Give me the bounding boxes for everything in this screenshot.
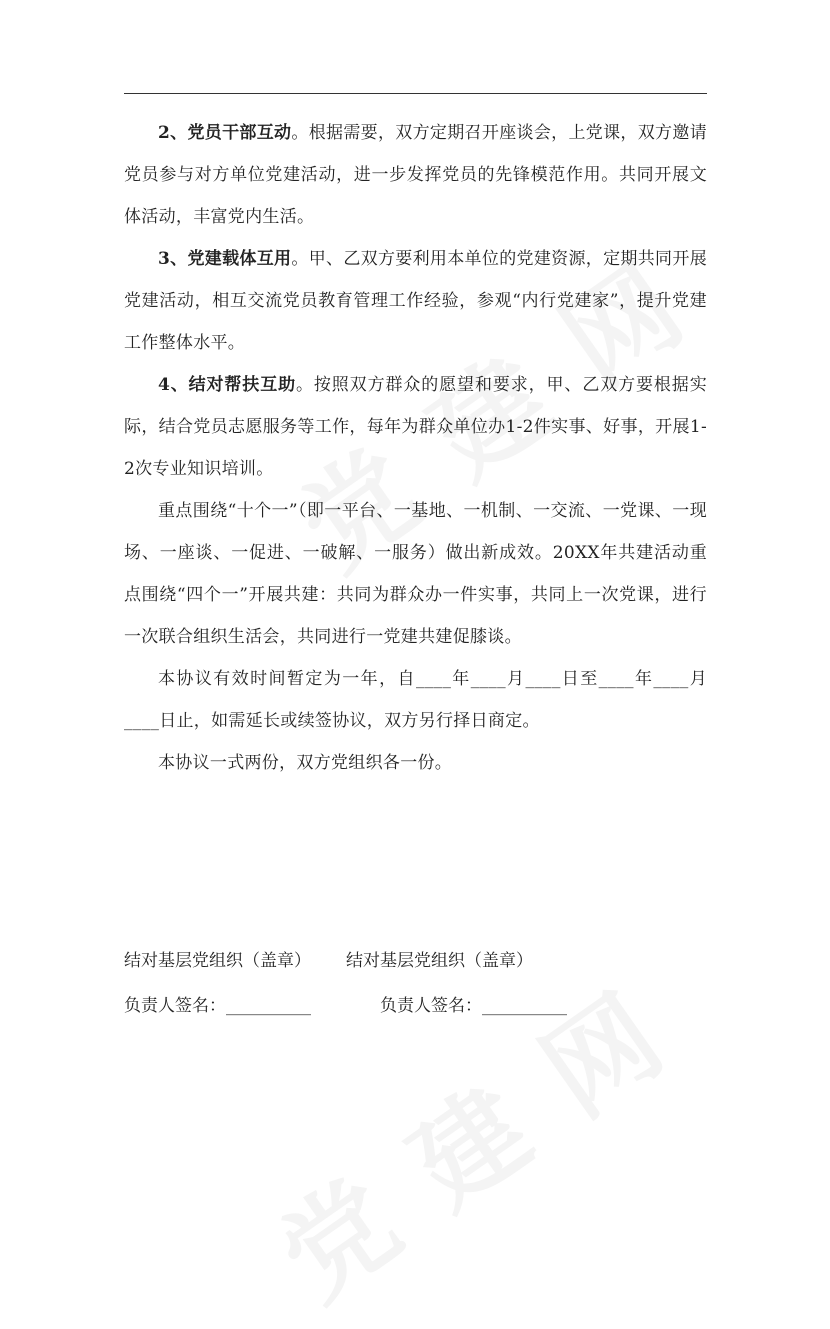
- org-seal-right: 结对基层党组织（盖章）: [346, 951, 533, 971]
- header-rule: [124, 93, 707, 94]
- paragraph-text: 本协议一式两份，双方党组织各一份。: [158, 753, 453, 773]
- paragraph-text: 。甲、乙双方要利用本单位的党建资源，定期共同开展党建活动，相互交流党员教育管理工作经验，参观“内行党建家”，提升党建工作整体水平。: [124, 249, 707, 353]
- paragraph-key-focus: [124, 490, 707, 658]
- paragraph-lead: 3、党建载体互用: [158, 249, 292, 269]
- signer-right: 负责人签名：__________: [380, 996, 567, 1016]
- agreement-body: [124, 112, 707, 784]
- paragraph-text: 。根据需要，双方定期召开座谈会，上党课，双方邀请党员参与对方单位党建活动，进一步发挥党员的先锋模范作用。共同开展文体活动，丰富党内生活。: [124, 123, 707, 227]
- paragraph-lead: 4、结对帮扶互助: [158, 375, 296, 395]
- paragraph-carrier-sharing: [124, 238, 707, 364]
- paragraph-paired-assistance: [124, 364, 707, 490]
- paragraph-text: 本协议有效时间暂定为一年，自____年____月____日至____年____月____日止，如需延长或续签协议，双方另行择日商定。: [124, 669, 707, 731]
- paragraph-lead: 2、党员干部互动: [158, 123, 292, 143]
- org-seal-left: 结对基层党组织（盖章）: [124, 951, 311, 971]
- paragraph-cadre-interaction: [124, 112, 707, 238]
- paragraph-text: 重点围绕“十个一”（即一平台、一基地、一机制、一交流、一党课、一现场、一座谈、一促进、一破解、一服务）做出新成效。20XX年共建活动重点围绕“四个一”开展共建：共同为群众办一件实事，共同上一次党课，进行一次联合组织生活会，共同进行一党建共建促膝谈。: [124, 501, 707, 647]
- paragraph-validity: [124, 658, 707, 742]
- paragraph-copies: [124, 742, 707, 784]
- signer-left: 负责人签名：__________: [124, 996, 311, 1016]
- paragraph-text: 。按照双方群众的愿望和要求，甲、乙双方要根据实际，结合党员志愿服务等工作，每年为群众单位办1-2件实事、好事，开展1-2次专业知识培训。: [124, 375, 707, 479]
